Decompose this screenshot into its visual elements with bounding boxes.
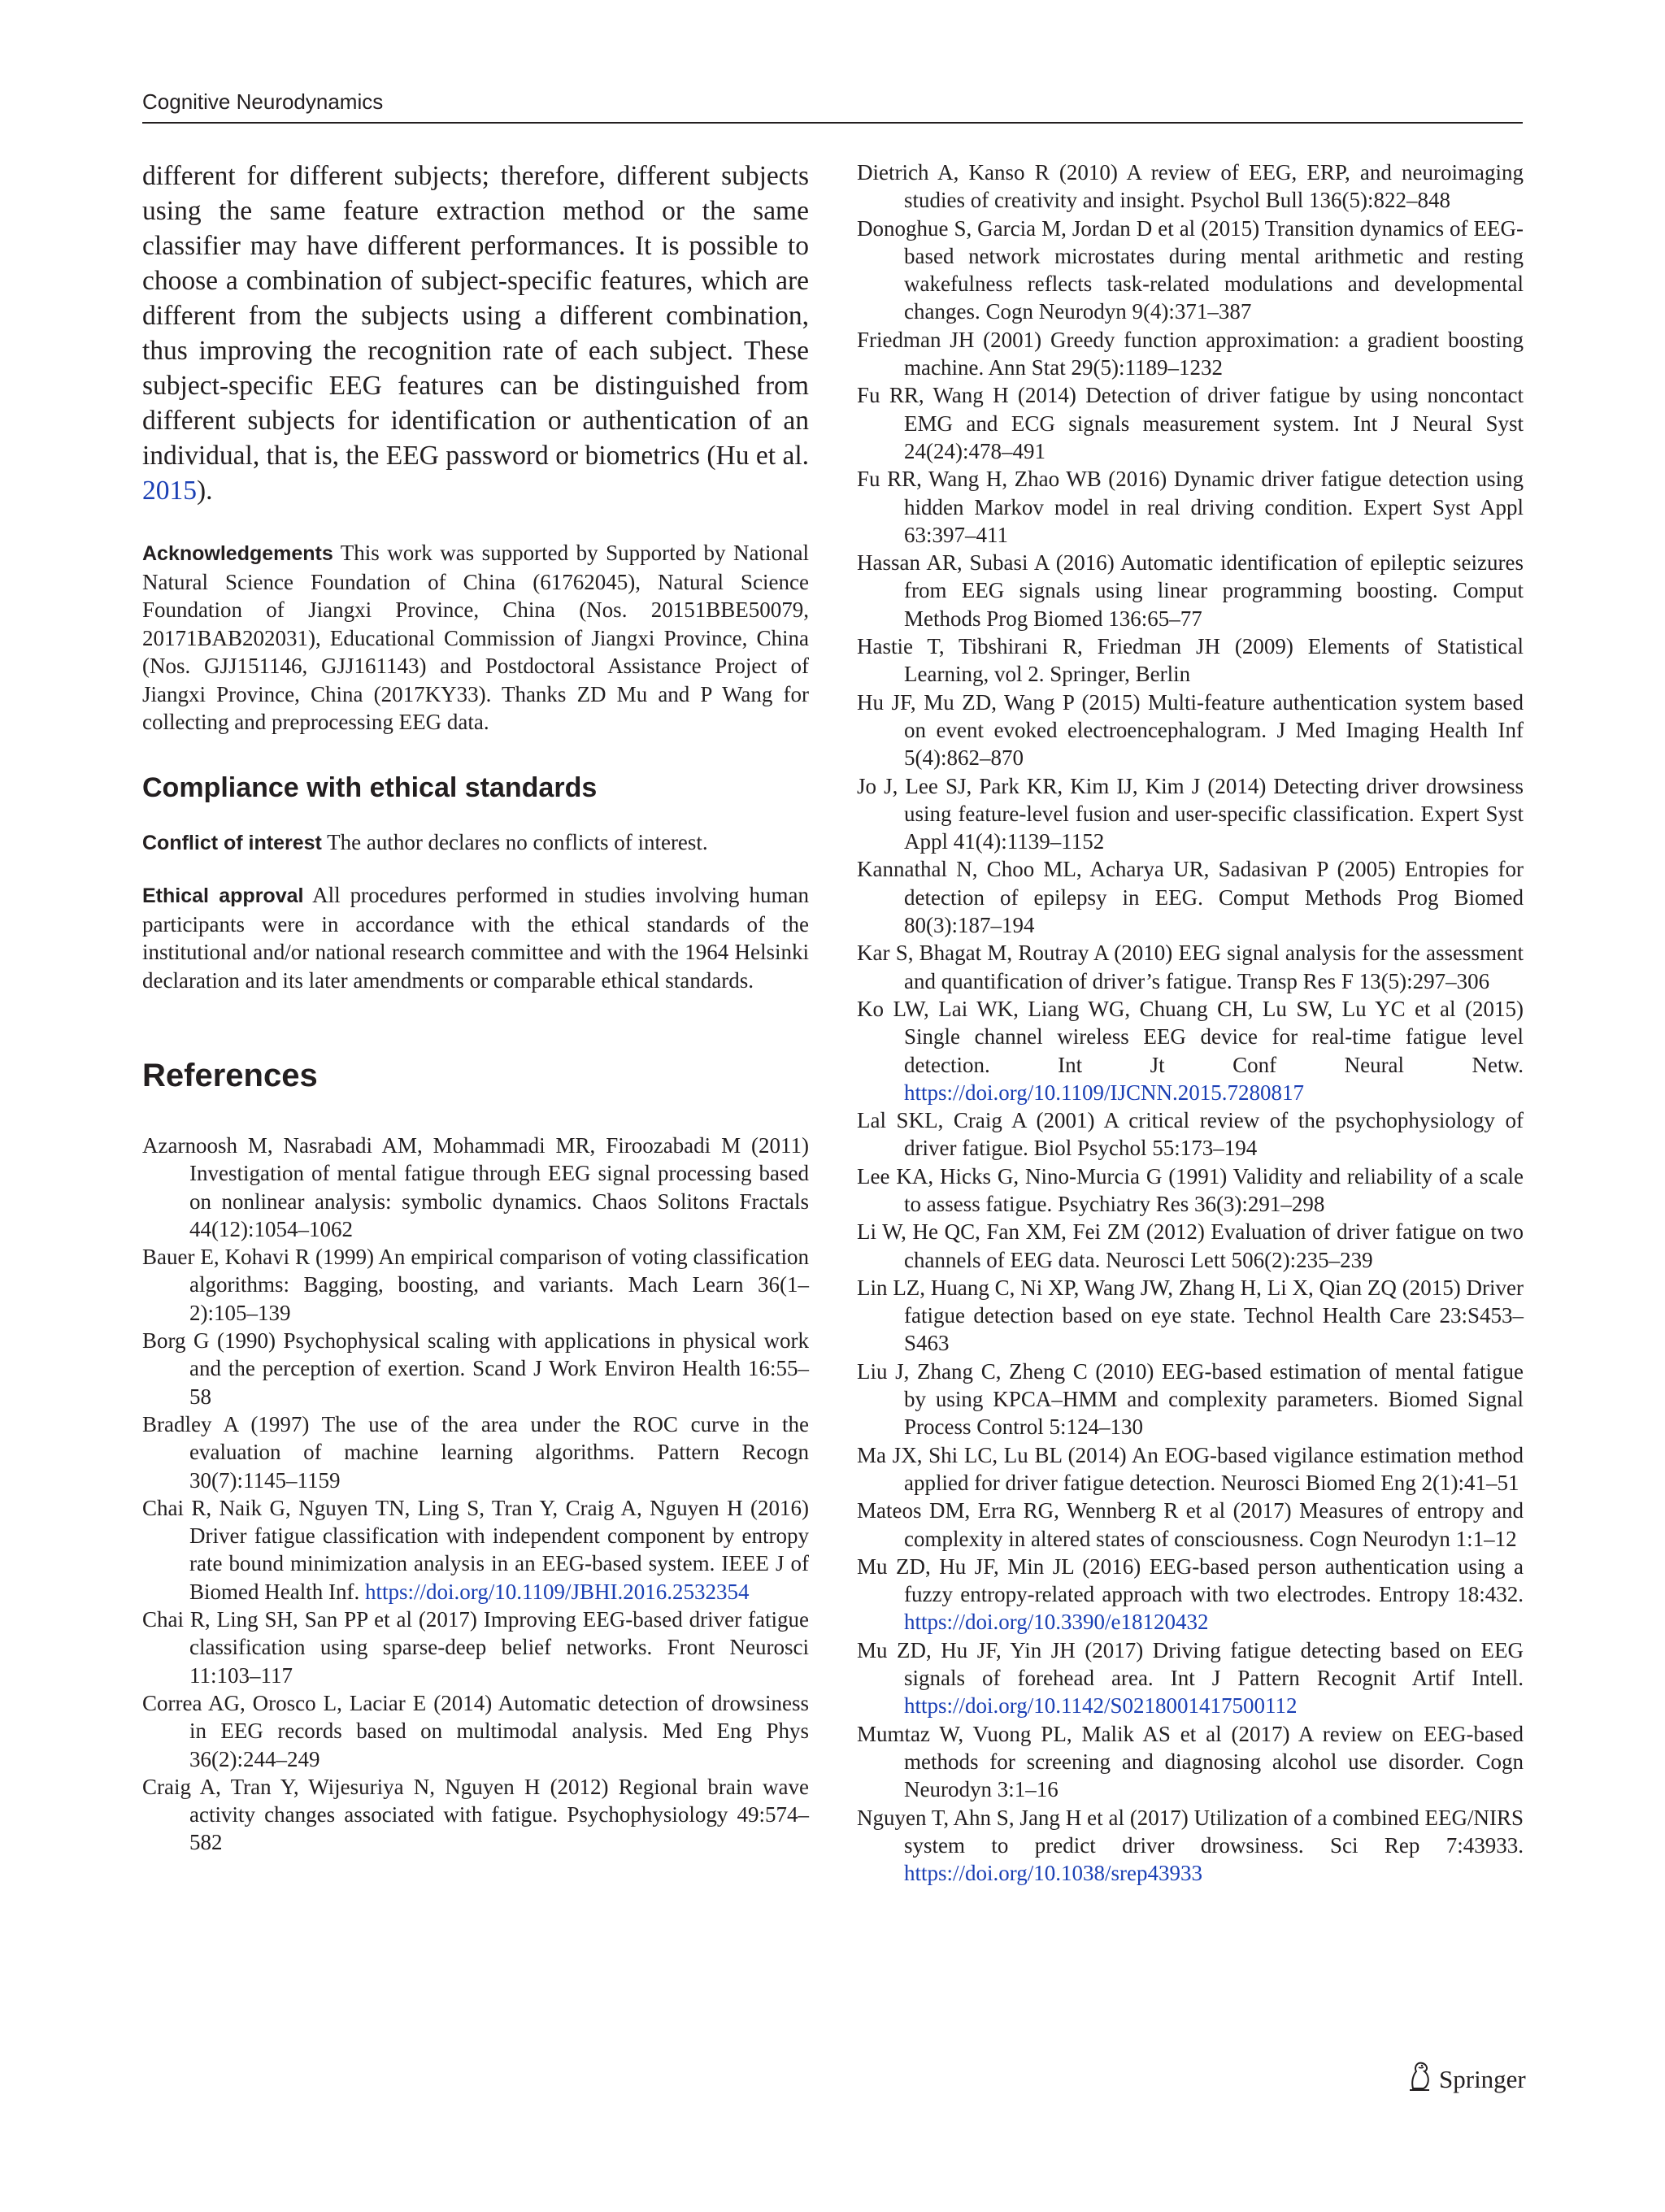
reference-item: Lal SKL, Craig A (2001) A critical review of the psychophysiology of driver fatigue. Biol Psychol 55:173–194 (857, 1108, 1524, 1161)
doi-link[interactable]: https://doi.org/10.1038/srep43933 (904, 1861, 1203, 1886)
left-column (142, 159, 809, 1857)
reference-item: Jo J, Lee SJ, Park KR, Kim IJ, Kim J (2014) Detecting driver drowsiness using feature-level fusion and user-specific classification. Expert Syst Appl 41(4):1139–1152 (857, 773, 1524, 854)
reference-item: Bradley A (1997) The use of the area under the ROC curve in the evaluation of machine learning algorithms. Pattern Recogn 30(7):1145–1159 (142, 1411, 809, 1493)
citation-author: Hu et al. (715, 441, 810, 471)
reference-item: Hassan AR, Subasi A (2016) Automatic identification of epileptic seizures from EEG signals using linear programming boosting. Comput Methods Prog Biomed 136:65–77 (857, 550, 1524, 631)
reference-item: Nguyen T, Ahn S, Jang H et al (2017) Utilization of a combined EEG/NIRS system to predict driver drowsiness. Sci Rep 7:43933. https://doi.org/10.1038/srep43933 (857, 1805, 1524, 1886)
references-list-right (857, 159, 1524, 1887)
right-column (857, 159, 1524, 1887)
reference-item: Mu ZD, Hu JF, Min JL (2016) EEG-based person authentication using a fuzzy entropy-related approach with two electrodes. Entropy 18:432. https://doi.org/10.3390/e18120432 (857, 1554, 1524, 1635)
doi-link[interactable]: https://doi.org/10.1109/IJCNN.2015.7280817 (904, 1080, 1305, 1105)
reference-item: Fu RR, Wang H, Zhao WB (2016) Dynamic driver fatigue detection using hidden Markov model in real driving condition. Expert Syst Appl 63:397–411 (857, 467, 1524, 547)
reference-item: Ma JX, Shi LC, Lu BL (2014) An EOG-based vigilance estimation method applied for driver fatigue detection. Neurosci Biomed Eng 2(1):41–51 (857, 1442, 1524, 1495)
reference-item: Lin LZ, Huang C, Ni XP, Wang JW, Zhang H, Li X, Qian ZQ (2015) Driver fatigue detection based on eye state. Technol Health Care 23:S453–S463 (857, 1275, 1524, 1356)
reference-item: Correa AG, Orosco L, Laciar E (2014) Automatic detection of drowsiness in EEG records based on multimodal analysis. Med Eng Phys 36(2):244–249 (142, 1690, 809, 1771)
running-head: Cognitive Neurodynamics (142, 89, 384, 114)
citation-year-link[interactable]: 2015 (142, 476, 197, 506)
reference-item: Craig A, Tran Y, Wijesuriya N, Nguyen H (2012) Regional brain wave activity changes associated with fatigue. Psychophysiology 49:574–582 (142, 1774, 809, 1855)
reference-item: Chai R, Ling SH, San PP et al (2017) Improving EEG-based driver fatigue classification using sparse-deep belief networks. Front Neurosci 11:103–117 (142, 1607, 809, 1688)
conflict-of-interest (142, 828, 809, 858)
reference-item: Hu JF, Mu ZD, Wang P (2015) Multi-feature authentication system based on event evoked electroencephalogram. J Med Imaging Health Inf 5(4):862–870 (857, 689, 1524, 771)
reference-item: Friedman JH (2001) Greedy function approximation: a gradient boosting machine. Ann Stat 29(5):1189–1232 (857, 327, 1524, 380)
reference-item: Azarnoosh M, Nasrabadi AM, Mohammadi MR, Firoozabadi M (2011) Investigation of mental fatigue through EEG signal processing based on nonlinear analysis: symbolic dynamics. Chaos Solitons Fractals 44(12):1054–1062 (142, 1133, 809, 1241)
acknowledgements (142, 539, 809, 737)
publisher-footer (1406, 2061, 1526, 2098)
reference-item: Donoghue S, Garcia M, Jordan D et al (2015) Transition dynamics of EEG-based network microstates during mental arithmetic and resting wakefulness reflects task-related modulations and developmental changes. Cogn Neurodyn 9(4):371–387 (857, 215, 1524, 324)
reference-item: Mumtaz W, Vuong PL, Malik AS et al (2017) A review on EEG-based methods for screening and diagnosing alcohol use disorder. Cogn Neurodyn 3:1–16 (857, 1721, 1524, 1802)
conflict-label: Conflict of interest (142, 831, 322, 854)
reference-item: Kannathal N, Choo ML, Acharya UR, Sadasivan P (2005) Entropies for detection of epilepsy in EEG. Comput Methods Prog Biomed 80(3):187–194 (857, 857, 1524, 938)
references-heading: References (142, 1058, 318, 1093)
acknowledgements-label: Acknowledgements (142, 542, 333, 565)
doi-link[interactable]: https://doi.org/10.1142/S0218001417500112 (904, 1693, 1298, 1719)
publisher-name: Springer (1439, 2065, 1526, 2093)
reference-item: Mateos DM, Erra RG, Wennberg R et al (2017) Measures of entropy and complexity in altered states of consciousness. Cogn Neurodyn 1:1–12 (857, 1498, 1524, 1551)
reference-item: Kar S, Bhagat M, Routray A (2010) EEG signal analysis for the assessment and quantification of driver’s fatigue. Transp Res F 13(5):297–306 (857, 941, 1524, 993)
reference-item: Chai R, Naik G, Nguyen TN, Ling S, Tran Y, Craig A, Nguyen H (2016) Driver fatigue classification with independent component by entropy rate bound minimization analysis in an EEG-based system. IEEE J of Biomed Health Inf. https://doi.org/10.1109/JBHI.2016.2532354 (142, 1495, 809, 1604)
reference-item: Bauer E, Kohavi R (1999) An empirical comparison of voting classification algorithms: Bagging, boosting, and variants. Mach Learn 36(1–2):105–139 (142, 1245, 809, 1325)
intro-paragraph (142, 159, 809, 508)
reference-item: Borg G (1990) Psychophysical scaling with applications in physical work and the perception of exertion. Scand J Work Environ Health 16:55–58 (142, 1328, 809, 1409)
ethical-text: All procedures performed in studies involving human participants were in accordance with the ethical standards of the institutional and/or national research committee and with the 1964 Helsinki declaration and its later amendments or comparable ethical standards. (142, 883, 809, 993)
header-rule (142, 122, 1523, 124)
reference-item: Mu ZD, Hu JF, Yin JH (2017) Driving fatigue detecting based on EEG signals of forehead area. Int J Pattern Recognit Artif Intell. https://doi.org/10.1142/S0218001417500112 (857, 1637, 1524, 1719)
intro-text: different for different subjects; therefore, different subjects using the same feature extraction method or the same classifier may have different performances. It is possible to choose a combination of subject-specific features, which are different from the subjects using a different combination, thus improving the recognition rate of each subject. These subject-specific EEG features can be distinguished from different subjects for identification or authentication of an individual, that is, the EEG password or biometrics ( (142, 161, 809, 471)
compliance-heading: Compliance with ethical standards (142, 771, 598, 803)
reference-item: Ko LW, Lai WK, Liang WG, Chuang CH, Lu SW, Lu YC et al (2015) Single channel wireless EEG device for real-time fatigue level detection. Int Jt Conf Neural Netw. https://doi.org/10.1109/IJCNN.2015.7280817 (857, 996, 1524, 1105)
reference-item: Lee KA, Hicks G, Nino-Murcia G (1991) Validity and reliability of a scale to assess fatigue. Psychiatry Res 36(3):291–298 (857, 1163, 1524, 1216)
doi-link[interactable]: https://doi.org/10.1109/JBHI.2016.2532354 (364, 1579, 750, 1604)
reference-item: Liu J, Zhang C, Zheng C (2010) EEG-based estimation of mental fatigue by using KPCA–HMM and complexity parameters. Biomed Signal Process Control 5:124–130 (857, 1358, 1524, 1440)
ethical-approval (142, 881, 809, 994)
reference-item: Dietrich A, Kanso R (2010) A review of EEG, ERP, and neuroimaging studies of creativity and insight. Psychol Bull 136(5):822–848 (857, 160, 1524, 213)
reference-item: Fu RR, Wang H (2014) Detection of driver fatigue by using noncontact EMG and ECG signals measurement system. Int J Neural Syst 24(24):478–491 (857, 383, 1524, 463)
conflict-text: The author declares no conflicts of interest. (321, 829, 708, 854)
ethical-label: Ethical approval (142, 884, 304, 907)
acknowledgements-text: This work was supported by Supported by National Natural Science Foundation of China (61762045), Natural Science Foundation of Jiangxi Province, China (Nos. 20151BBE50079, 20171BAB202031), Educational Commission of Jiangxi Province, China (Nos. GJJ151146, GJJ161143) and Postdoctoral Assistance Project of Jiangxi Province, China (2017KY33). Thanks ZD Mu and P Wang for collecting and preprocessing EEG data. (142, 541, 809, 734)
springer-horse-icon (1406, 2061, 1432, 2098)
intro-end: ). (197, 476, 213, 506)
reference-item: Li W, He QC, Fan XM, Fei ZM (2012) Evaluation of driver fatigue on two channels of EEG data. Neurosci Lett 506(2):235–239 (857, 1219, 1524, 1272)
references-list-left (142, 1132, 809, 1857)
doi-link[interactable]: https://doi.org/10.3390/e18120432 (904, 1610, 1209, 1635)
reference-item: Hastie T, Tibshirani R, Friedman JH (2009) Elements of Statistical Learning, vol 2. Springer, Berlin (857, 634, 1524, 687)
